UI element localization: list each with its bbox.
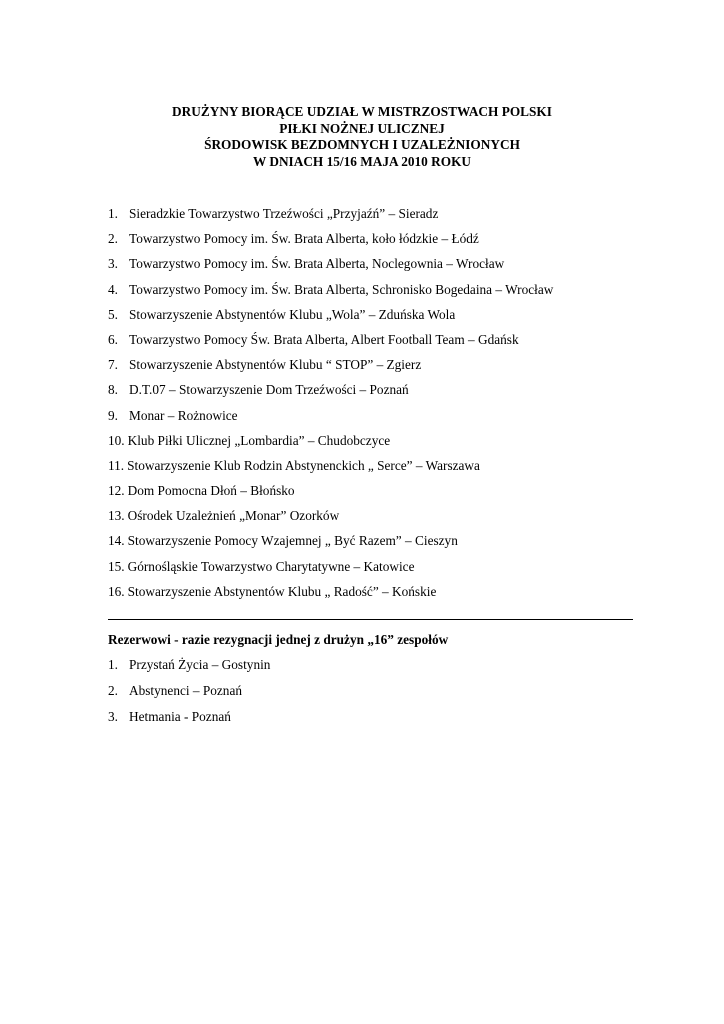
team-name: Górnośląskie Towarzystwo Charytatywne – Katowice bbox=[127, 558, 415, 574]
item-number: 2. bbox=[108, 231, 118, 247]
team-name: D.T.07 – Stowarzyszenie Dom Trzeźwości – Poznań bbox=[129, 382, 409, 398]
team-name: Stowarzyszenie Klub Rodzin Abstynenckich „ Serce” – Warszawa bbox=[127, 457, 480, 473]
list-item bbox=[108, 704, 270, 730]
item-number: 2. bbox=[108, 683, 118, 698]
item-number: 3. bbox=[108, 256, 118, 272]
team-name: Stowarzyszenie Abstynentów Klubu „ Radość” – Końskie bbox=[127, 583, 437, 599]
item-number: 14. bbox=[108, 533, 125, 549]
item-number: 5. bbox=[108, 306, 118, 322]
title-line-3: ŚRODOWISK BEZDOMNYCH I UZALEŻNIONYCH bbox=[204, 137, 520, 152]
team-name: Monar – Rożnowice bbox=[129, 407, 238, 423]
list-item bbox=[108, 226, 668, 251]
team-list bbox=[108, 201, 668, 604]
team-name: Ośrodek Uzależnień „Monar” Ozorków bbox=[127, 508, 340, 524]
reserve-team-name: Przystań Życia – Gostynin bbox=[129, 657, 271, 672]
list-item bbox=[108, 678, 270, 704]
item-number: 16. bbox=[108, 583, 125, 599]
item-number: 3. bbox=[108, 709, 118, 724]
item-number: 8. bbox=[108, 382, 118, 398]
list-item bbox=[108, 251, 668, 276]
list-item bbox=[108, 201, 668, 226]
team-name: Dom Pomocna Dłoń – Błońsko bbox=[127, 483, 295, 499]
list-item bbox=[108, 503, 668, 528]
list-item bbox=[108, 579, 668, 604]
team-name: Stowarzyszenie Abstynentów Klubu “ STOP” – Zgierz bbox=[129, 357, 422, 373]
item-number: 10. bbox=[108, 432, 125, 448]
reserve-team-name: Hetmania - Poznań bbox=[129, 709, 231, 724]
item-number: 9. bbox=[108, 407, 118, 423]
list-item bbox=[108, 327, 668, 352]
list-item bbox=[108, 428, 668, 453]
title-line-2: PIŁKI NOŻNEJ ULICZNEJ bbox=[279, 120, 445, 136]
list-item bbox=[108, 652, 270, 678]
team-name: Stowarzyszenie Abstynentów Klubu „Wola” – Zduńska Wola bbox=[129, 306, 456, 322]
team-name: Towarzystwo Pomocy Św. Brata Alberta, Albert Football Team – Gdańsk bbox=[129, 331, 519, 347]
item-number: 1. bbox=[108, 657, 118, 672]
horizontal-divider bbox=[108, 619, 633, 620]
item-number: 6. bbox=[108, 331, 118, 347]
reserves-heading: Rezerwowi - razie rezygnacji jednej z drużyn „16” zespołów bbox=[108, 632, 449, 647]
team-name: Towarzystwo Pomocy im. Św. Brata Alberta, koło łódzkie – Łódź bbox=[129, 231, 479, 247]
reserves-list bbox=[108, 652, 270, 730]
list-item bbox=[108, 554, 668, 579]
list-item bbox=[108, 302, 668, 327]
item-number: 4. bbox=[108, 281, 118, 297]
team-name: Towarzystwo Pomocy im. Św. Brata Alberta, Noclegownia – Wrocław bbox=[129, 256, 505, 272]
list-item bbox=[108, 377, 668, 402]
item-number: 1. bbox=[108, 206, 118, 221]
item-number: 12. bbox=[108, 483, 125, 499]
list-item bbox=[108, 528, 668, 553]
reserve-team-name: Abstynenci – Poznań bbox=[129, 683, 243, 698]
title-line-4: W DNIACH 15/16 MAJA 2010 ROKU bbox=[252, 153, 472, 169]
team-name: Klub Piłki Ulicznej „Lombardia” – Chudobczyce bbox=[127, 432, 391, 448]
team-name: Sieradzkie Towarzystwo Trzeźwości „Przyjaźń” – Sieradz bbox=[129, 206, 439, 221]
team-name: Stowarzyszenie Pomocy Wzajemnej „ Być Razem” – Cieszyn bbox=[127, 533, 458, 549]
item-number: 15. bbox=[108, 558, 125, 574]
team-name: Towarzystwo Pomocy im. Św. Brata Alberta, Schronisko Bogedaina – Wrocław bbox=[129, 281, 554, 297]
list-item bbox=[108, 277, 668, 302]
list-item bbox=[108, 453, 668, 478]
item-number: 7. bbox=[108, 357, 118, 373]
title-line-1: DRUŻYNY BIORĄCE UDZIAŁ W MISTRZOSTWACH POLSKI bbox=[172, 104, 552, 119]
list-item bbox=[108, 352, 668, 377]
document-title bbox=[0, 104, 724, 170]
list-item bbox=[108, 403, 668, 428]
item-number: 11. bbox=[108, 457, 125, 473]
list-item bbox=[108, 478, 668, 503]
item-number: 13. bbox=[108, 508, 125, 524]
